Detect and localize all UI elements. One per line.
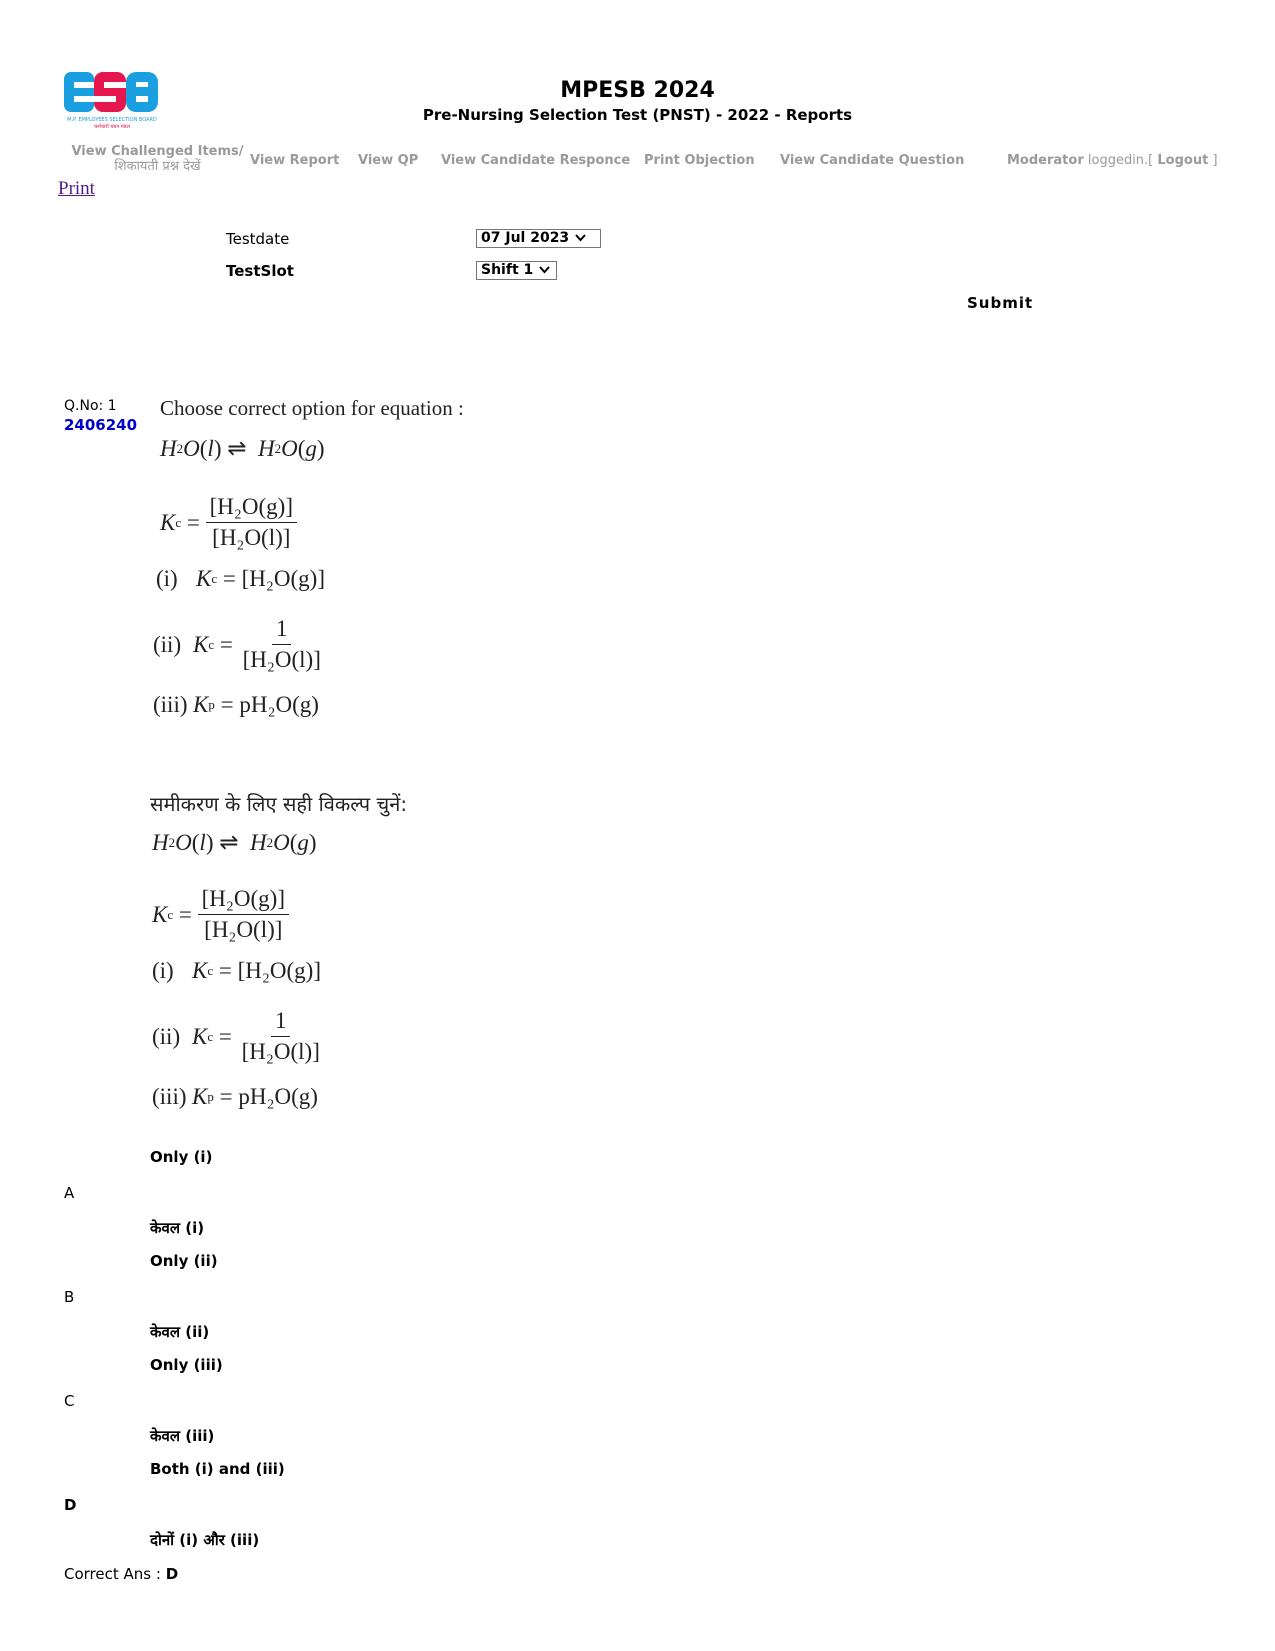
option-i-expr-hi: (i) K c = [H₂O(g)] bbox=[152, 958, 321, 983]
logout-close-bracket: ] bbox=[1212, 153, 1218, 168]
correct-answer-label: Correct Ans : bbox=[64, 1565, 161, 1583]
option-b-hi: केवल (ii) bbox=[150, 1323, 210, 1341]
nav-print-objection[interactable]: Print Objection bbox=[644, 153, 755, 168]
option-iii-expr-hi: (iii) K p = pH₂O(g) bbox=[152, 1084, 318, 1109]
nav-challenged-label-en: View Challenged Items/ bbox=[71, 144, 244, 159]
question-text-hi: समीकरण के लिए सही विकल्प चुनें: bbox=[150, 792, 408, 816]
option-i-expr-en: (i) K c = [H₂O(g)] bbox=[156, 566, 325, 591]
chevron-down-icon bbox=[539, 261, 550, 280]
equation-en: H 2 O ( l ) ⇌ H 2 O ( g ) bbox=[160, 436, 325, 461]
option-a-letter: A bbox=[64, 1184, 75, 1202]
testslot-value: Shift 1 bbox=[481, 262, 534, 278]
svg-text:कर्मचारी चयन मंडल: कर्मचारी चयन मंडल bbox=[94, 124, 130, 130]
correct-answer bbox=[64, 1565, 178, 1583]
option-d-letter: D bbox=[64, 1496, 77, 1514]
logo-caption: M.P. EMPLOYEES SELECTION BOARD bbox=[67, 117, 157, 123]
chevron-down-icon bbox=[575, 229, 586, 248]
nav-challenged-label-hi: शिकायती प्रश्न देखें bbox=[114, 159, 201, 174]
title-block bbox=[300, 78, 975, 124]
kc-definition-hi: K c = $\frac{\text{[H₂O(g)]}}{\text{[H₂O(l)]}}$ bbox=[152, 884, 289, 945]
print-link[interactable]: Print bbox=[58, 178, 95, 199]
nav-view-qp[interactable]: View QP bbox=[358, 153, 419, 168]
question-id: 2406240 bbox=[64, 416, 138, 434]
testslot-label: TestSlot bbox=[226, 262, 294, 280]
page-title: MPESB 2024 bbox=[560, 78, 715, 103]
page-subtitle: Pre-Nursing Selection Test (PNST) - 2022 - Reports bbox=[422, 106, 853, 124]
nav-view-candidate-responce[interactable]: View Candidate Responce bbox=[441, 153, 631, 168]
esb-logo bbox=[62, 68, 162, 132]
logout-link[interactable]: Logout bbox=[1157, 153, 1209, 168]
login-status bbox=[1007, 153, 1218, 168]
option-b-letter: B bbox=[64, 1288, 75, 1306]
correct-answer-value: D bbox=[165, 1565, 179, 1583]
submit-button[interactable]: Submit bbox=[967, 294, 1034, 312]
testdate-value: 07 Jul 2023 bbox=[481, 230, 570, 246]
option-c-hi: केवल (iii) bbox=[150, 1427, 215, 1445]
option-a-en: Only (i) bbox=[150, 1148, 213, 1166]
option-a-hi: केवल (i) bbox=[150, 1219, 205, 1237]
option-b-en: Only (ii) bbox=[150, 1252, 218, 1270]
equation-hi: H 2 O ( l ) ⇌ H 2 O ( g ) bbox=[152, 830, 317, 855]
nav-view-candidate-question[interactable]: View Candidate Question bbox=[780, 153, 965, 168]
nav-view-challenged-items[interactable] bbox=[70, 144, 245, 174]
logged-in-text: loggedin.[ bbox=[1087, 153, 1154, 168]
question-number: Q.No: 1 bbox=[64, 398, 117, 414]
nav-view-report[interactable]: View Report bbox=[250, 153, 340, 168]
kc-definition-en: K c = $\frac{\text{[H₂O(g)]}}{\text{[H₂O(l)]}}$ bbox=[160, 492, 297, 553]
option-iii-expr-en: (iii) K p = pH₂O(g) bbox=[153, 692, 319, 717]
question-text-en: Choose correct option for equation : bbox=[160, 396, 464, 420]
option-ii-expr-en: (ii) K c = $\frac{1}{\text{[H₂O(l)]}}$ bbox=[153, 616, 321, 672]
option-c-en: Only (iii) bbox=[150, 1356, 223, 1374]
testdate-select[interactable] bbox=[476, 229, 601, 248]
option-ii-expr-hi: (ii) K c = $\frac{1}{\text{[H₂O(l)]}}$ bbox=[152, 1008, 320, 1064]
option-c-letter: C bbox=[64, 1392, 75, 1410]
testslot-select[interactable] bbox=[476, 261, 557, 280]
option-d-en: Both (i) and (iii) bbox=[150, 1460, 285, 1478]
testdate-label: Testdate bbox=[226, 230, 290, 248]
user-role: Moderator bbox=[1007, 153, 1084, 168]
option-d-hi: दोनों (i) और (iii) bbox=[150, 1531, 260, 1549]
